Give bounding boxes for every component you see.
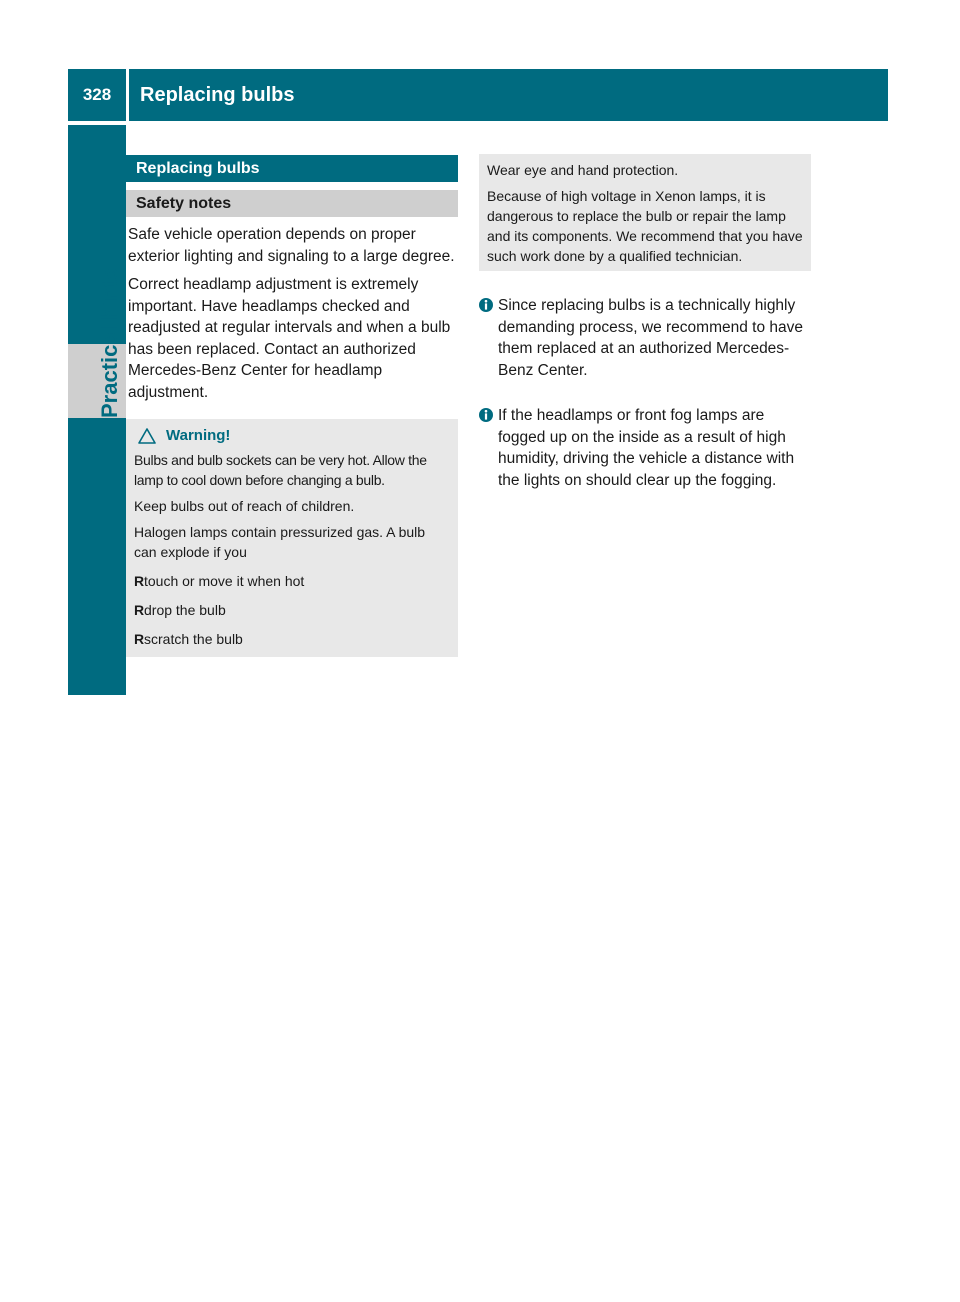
warning-text: Bulbs and bulb sockets can be very hot. Allow the lamp to cool down before changing a bulb. <box>134 452 427 488</box>
warning-text: Halogen lamps contain pressurized gas. A bulb can explode if you <box>134 524 426 560</box>
left-column <box>126 155 458 657</box>
list-item-text: drop the bulb <box>144 602 226 618</box>
header-divider <box>126 69 129 121</box>
list-item <box>134 571 450 591</box>
list-item-text: scratch the bulb <box>144 631 243 647</box>
paragraph: Safe vehicle operation depends on proper exterior lighting and signaling to a large degree. <box>128 226 455 265</box>
warning-title: Warning! <box>166 427 231 444</box>
warning-text: Keep bulbs out of reach of children. <box>134 498 355 514</box>
warning-box-continued <box>479 154 811 271</box>
list-item-text: touch or move it when hot <box>144 573 305 589</box>
warning-triangle-icon <box>138 428 156 444</box>
page-number: 328 <box>82 85 112 104</box>
bullet-marker: R <box>134 602 145 618</box>
warning-text: Wear eye and hand protection. <box>487 162 679 178</box>
paragraph: Correct headlamp adjustment is extremely important. Have headlamps checked and readjusted at regular intervals and when a bulb has been replaced. Contact an authorized Mercedes-Benz Center for headlamp adjustment. <box>128 276 451 401</box>
warning-text: Because of high voltage in Xenon lamps, it is dangerous to replace the bulb or repair the lamp and its components. We recommend that you have such work done by a qualified technician. <box>487 188 803 264</box>
page-title: Replacing bulbs <box>140 83 295 106</box>
subsection-title: Safety notes <box>126 190 458 217</box>
bullet-marker: R <box>134 573 145 589</box>
bullet-marker: R <box>134 631 145 647</box>
warning-header <box>134 427 450 444</box>
list-item <box>134 600 450 620</box>
side-tab-label: Practical hints <box>97 267 122 418</box>
info-note-text: If the headlamps or front fog lamps are fogged up on the inside as a result of high humidity, driving the vehicle a distance with the lights on should clear up the fogging. <box>498 407 795 489</box>
info-icon <box>479 407 493 423</box>
info-icon <box>479 297 493 313</box>
right-column <box>479 154 811 491</box>
info-note <box>479 405 811 491</box>
warning-box <box>126 419 458 657</box>
info-note-text: Since replacing bulbs is a technically highly demanding process, we recommend to have them replaced at an authorized Mercedes-Benz Center. <box>498 297 803 379</box>
info-note <box>479 295 811 381</box>
list-item <box>134 629 450 649</box>
section-title: Replacing bulbs <box>126 155 458 182</box>
